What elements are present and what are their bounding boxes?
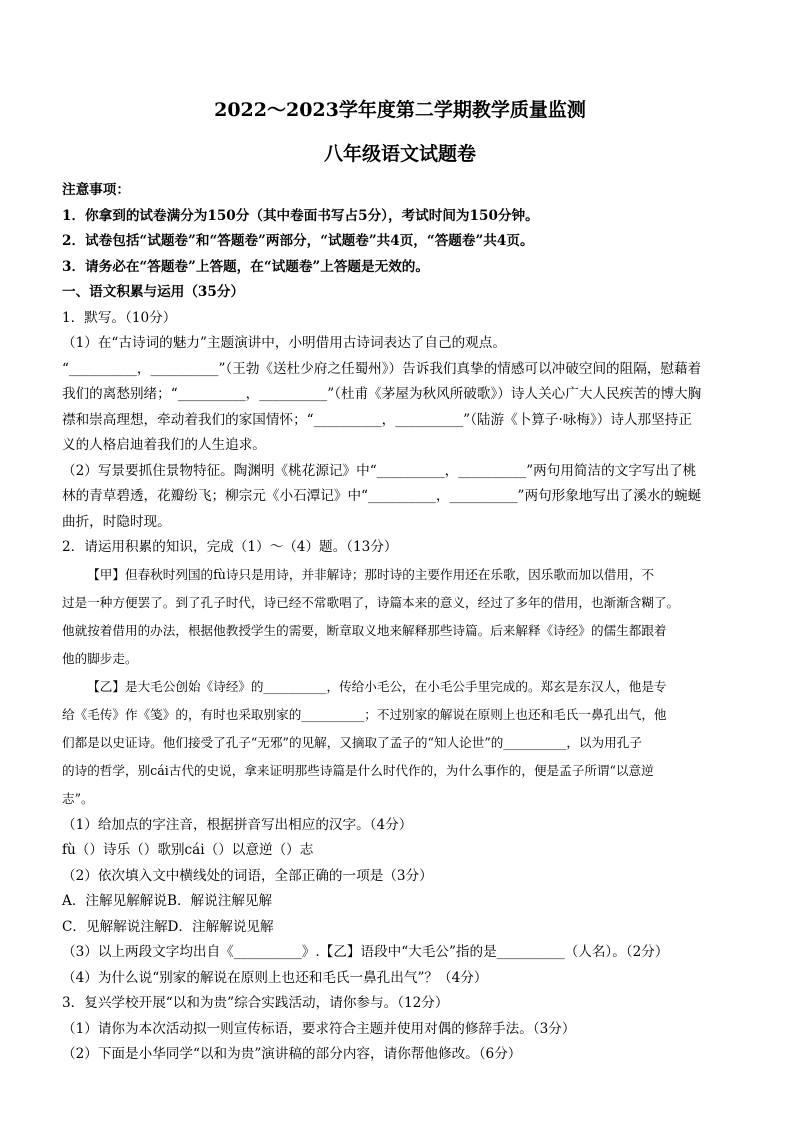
passage-line: 给《毛传》作《笺》的，有时也采取别家的__________；不过别家的解说在原则上也还和毛氏一鼻孔出气，他 <box>62 706 667 722</box>
question-text: （1）在“古诗词的魅力”主题演讲中，小明借用古诗词表达了自己的观点。 <box>62 335 506 351</box>
option-row: A．注解见解解说B．解说注解见解 <box>62 893 273 909</box>
question-title: 3．复兴学校开展“以和为贵”综合实践活动，请你参与。（12分） <box>62 995 449 1011</box>
sub-question: （3）以上两段文字均出自《__________》.【乙】语段中“大毛公”指的是__________（人名）。（2分） <box>62 944 669 960</box>
notice-heading: 注意事项： <box>62 182 130 198</box>
sub-question: （2）下面是小华同学“以和为贵”演讲稿的部分内容，请你帮他修改。（6分） <box>62 1046 522 1062</box>
question-text: 曲折，时隐时现。 <box>62 513 171 530</box>
question-text: 我们的离愁别绪；“__________，__________”（杜甫《茅屋为秋风所破歌》）诗人关心广大人民疾苦的博大胸 <box>62 386 702 402</box>
exam-title: 2022～2023学年度第二学期教学质量监测 <box>214 99 586 121</box>
question-title: 2．请运用积累的知识，完成（1）～（4）题。（13分） <box>62 539 398 555</box>
option-row: C．见解解说注解D．注解解说见解 <box>62 918 274 935</box>
question-text: 襟和崇高理想，牵动着我们的家国情怀；“__________，__________”（陆游《卜算子·咏梅》）诗人那坚持正 <box>62 411 692 428</box>
notice-item: 3．请务必在“答题卷”上答题，在“试题卷”上答题是无效的。 <box>62 258 429 275</box>
passage-line: 【乙】是大毛公创始《诗经》的__________，传给小毛公，在小毛公手里完成的。郑玄是东汉人，他是专 <box>87 678 667 694</box>
notice-item: 1．你拿到的试卷满分为150分（其中卷面书写占5分），考试时间为150分钟。 <box>62 207 539 224</box>
question-title: 1．默写。（10分） <box>62 309 177 326</box>
section-heading: 一、语文积累与运用（35分） <box>62 284 245 300</box>
passage-line: 的诗的哲学，别cái古代的史说，拿来证明那些诗篇是什么时代作的，为什么事作的，便是孟子所谓“以意逆 <box>62 762 654 778</box>
passage-line: 过是一种方便罢了。到了孔子时代，诗已经不常歌唱了，诗篇本来的意义，经过了多年的借用，也渐渐含糊了。 <box>62 594 680 610</box>
passage-line: 【甲】但春秋时列国的fù诗只是用诗，并非解诗；那时诗的主要作用还在乐歌，因乐歌而加以借用，不 <box>87 566 655 582</box>
question-text: “__________，__________”（王勃《送杜少府之任蜀州》）告诉我们真挚的情感可以冲破空间的阻隔，慰藉着 <box>62 360 702 377</box>
exam-subtitle: 八年级语文试题卷 <box>323 143 476 165</box>
passage-yi <box>62 673 738 813</box>
passage-line: 他的脚步走。 <box>62 650 138 666</box>
question-text: 义的人格启迪着我们的人生追求。 <box>62 437 266 453</box>
sub-question: （4）为什么说“别家的解说在原则上也还和毛氏一鼻孔出气”？（4分） <box>62 969 488 986</box>
question-text: 林的青草碧透，花瓣纷飞；柳宗元《小石潭记》中“__________，__________”两句形象地写出了溪水的蜿蜒 <box>62 488 702 504</box>
passage-line: 们都是以史证诗。他们接受了孔子“无邪”的见解，又摘取了孟子的“知人论世”的__________，以为用孔子 <box>62 734 642 750</box>
exam-page <box>62 96 738 1068</box>
question-text: （2）写景要抓住景物特征。陶渊明《桃花源记》中“__________，__________”两句用简洁的文字写出了桃 <box>62 462 697 479</box>
notice-item: 2．试卷包括“试题卷”和“答题卷”两部分，“试题卷”共4页，“答题卷”共4页。 <box>62 233 534 249</box>
sub-question-answer: fù（）诗乐（）歌别cái（）以意逆（）志 <box>62 842 314 858</box>
passage-jia <box>62 561 738 673</box>
sub-question: （1）给加点的字注音，根据拼音写出相应的汉字。（4分） <box>62 816 413 833</box>
passage-line: 志”。 <box>62 790 94 806</box>
sub-question: （1）请你为本次活动拟一则宣传标语，要求符合主题并使用对偶的修辞手法。（3分） <box>62 1020 576 1037</box>
passage-line: 他就按着借用的办法，根据他教授学生的需要，断章取义地来解释那些诗篇。后来解释《诗经》的儒生都跟着 <box>62 622 667 638</box>
sub-question: （2）依次填入文中横线处的词语，全部正确的一项是（3分） <box>62 867 433 884</box>
